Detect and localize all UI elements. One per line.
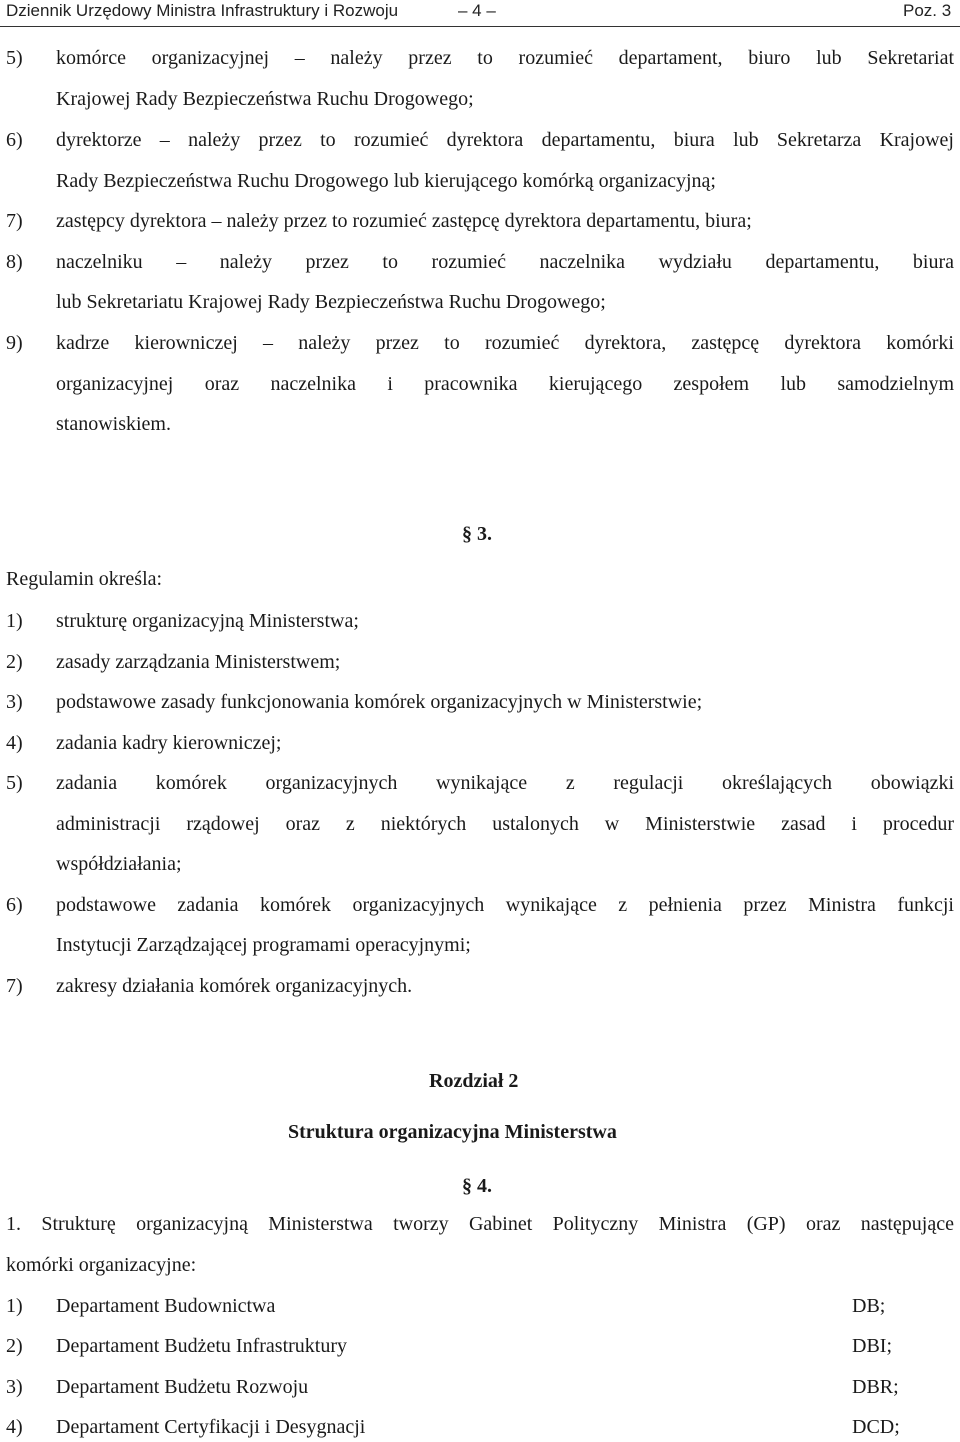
item-text-line: Rady Bezpieczeństwa Ruchu Drogowego lub kierującego komórką organizacyjną; xyxy=(56,170,716,192)
item-number: 3) xyxy=(6,691,23,713)
item-number: 2) xyxy=(6,651,23,673)
paragraph-line: komórki organizacyjne: xyxy=(6,1254,197,1276)
item-number: 5) xyxy=(6,772,23,794)
unit-name: Departament Certyfikacji i Desygnacji xyxy=(56,1416,366,1438)
item-number: 2) xyxy=(6,1335,23,1357)
item-text-line: dyrektorze – należy przez to rozumieć dyrektora departamentu, biura lub Sekretarza Krajowej xyxy=(56,129,954,151)
item-number: 6) xyxy=(6,894,23,916)
item-number: 7) xyxy=(6,210,23,232)
item-text-line: lub Sekretariatu Krajowej Rady Bezpieczeństwa Ruchu Drogowego; xyxy=(56,291,606,313)
section-heading: § 4. xyxy=(462,1175,492,1197)
unit-abbreviation: DBI; xyxy=(852,1335,892,1357)
section-heading: § 3. xyxy=(462,523,492,545)
chapter-title: Rozdział 2 xyxy=(429,1070,519,1092)
item-text-line: zadania kadry kierowniczej; xyxy=(56,732,282,754)
item-number: 3) xyxy=(6,1376,23,1398)
unit-name: Departament Budownictwa xyxy=(56,1295,276,1317)
item-text-line: naczelniku – należy przez to rozumieć naczelnika wydziału departamentu, biura xyxy=(56,251,954,273)
item-text-line: Krajowej Rady Bezpieczeństwa Ruchu Drogowego; xyxy=(56,88,474,110)
unit-name: Departament Budżetu Rozwoju xyxy=(56,1376,309,1398)
item-number: 1) xyxy=(6,1295,23,1317)
item-text-line: podstawowe zasady funkcjonowania komórek organizacyjnych w Ministerstwie; xyxy=(56,691,703,713)
position-number: Poz. 3 xyxy=(903,1,952,20)
page-number: – 4 – xyxy=(458,1,496,20)
item-number: 4) xyxy=(6,732,23,754)
item-text-line: podstawowe zadania komórek organizacyjnych wynikające z pełnienia przez Ministra funkcji xyxy=(56,894,954,916)
item-text-line: zastępcy dyrektora – należy przez to rozumieć zastępcę dyrektora departamentu, biura; xyxy=(56,210,752,232)
item-text-line: zasady zarządzania Ministerstwem; xyxy=(56,651,341,673)
item-text-line: strukturę organizacyjną Ministerstwa; xyxy=(56,610,359,632)
item-number: 9) xyxy=(6,332,23,354)
item-number: 7) xyxy=(6,975,23,997)
item-number: 8) xyxy=(6,251,23,273)
item-text-line: organizacyjnej oraz naczelnika i pracownika kierującego zespołem lub samodzielnym xyxy=(56,373,954,395)
unit-abbreviation: DB; xyxy=(852,1295,886,1317)
paragraph-line: 1. Strukturę organizacyjną Ministerstwa tworzy Gabinet Polityczny Ministra (GP) oraz następujące xyxy=(6,1213,954,1235)
item-number: 6) xyxy=(6,129,23,151)
item-number: 4) xyxy=(6,1416,23,1438)
item-text-line: stanowiskiem. xyxy=(56,413,171,435)
item-text-line: komórce organizacyjnej – należy przez to rozumieć departament, biuro lub Sekretariat xyxy=(56,47,954,69)
unit-name: Departament Budżetu Infrastruktury xyxy=(56,1335,348,1357)
item-text-line: administracji rządowej oraz z niektórych ustalonych w Ministerstwie zasad i procedur xyxy=(56,813,954,835)
item-text-line: współdziałania; xyxy=(56,853,182,875)
item-text-line: zakresy działania komórek organizacyjnych. xyxy=(56,975,413,997)
section-intro: Regulamin określa: xyxy=(6,568,163,590)
item-number: 5) xyxy=(6,47,23,69)
chapter-subtitle: Struktura organizacyjna Ministerstwa xyxy=(288,1121,617,1143)
journal-title: Dziennik Urzędowy Ministra Infrastruktury i Rozwoju xyxy=(6,1,399,20)
item-text-line: kadrze kierowniczej – należy przez to rozumieć dyrektora, zastępcę dyrektora komórki xyxy=(56,332,954,354)
item-text-line: Instytucji Zarządzającej programami operacyjnymi; xyxy=(56,934,471,956)
item-number: 1) xyxy=(6,610,23,632)
item-text-line: zadania komórek organizacyjnych wynikające z regulacji określających obowiązki xyxy=(56,772,954,794)
unit-abbreviation: DCD; xyxy=(852,1416,900,1438)
unit-abbreviation: DBR; xyxy=(852,1376,899,1398)
page-header xyxy=(0,0,960,27)
